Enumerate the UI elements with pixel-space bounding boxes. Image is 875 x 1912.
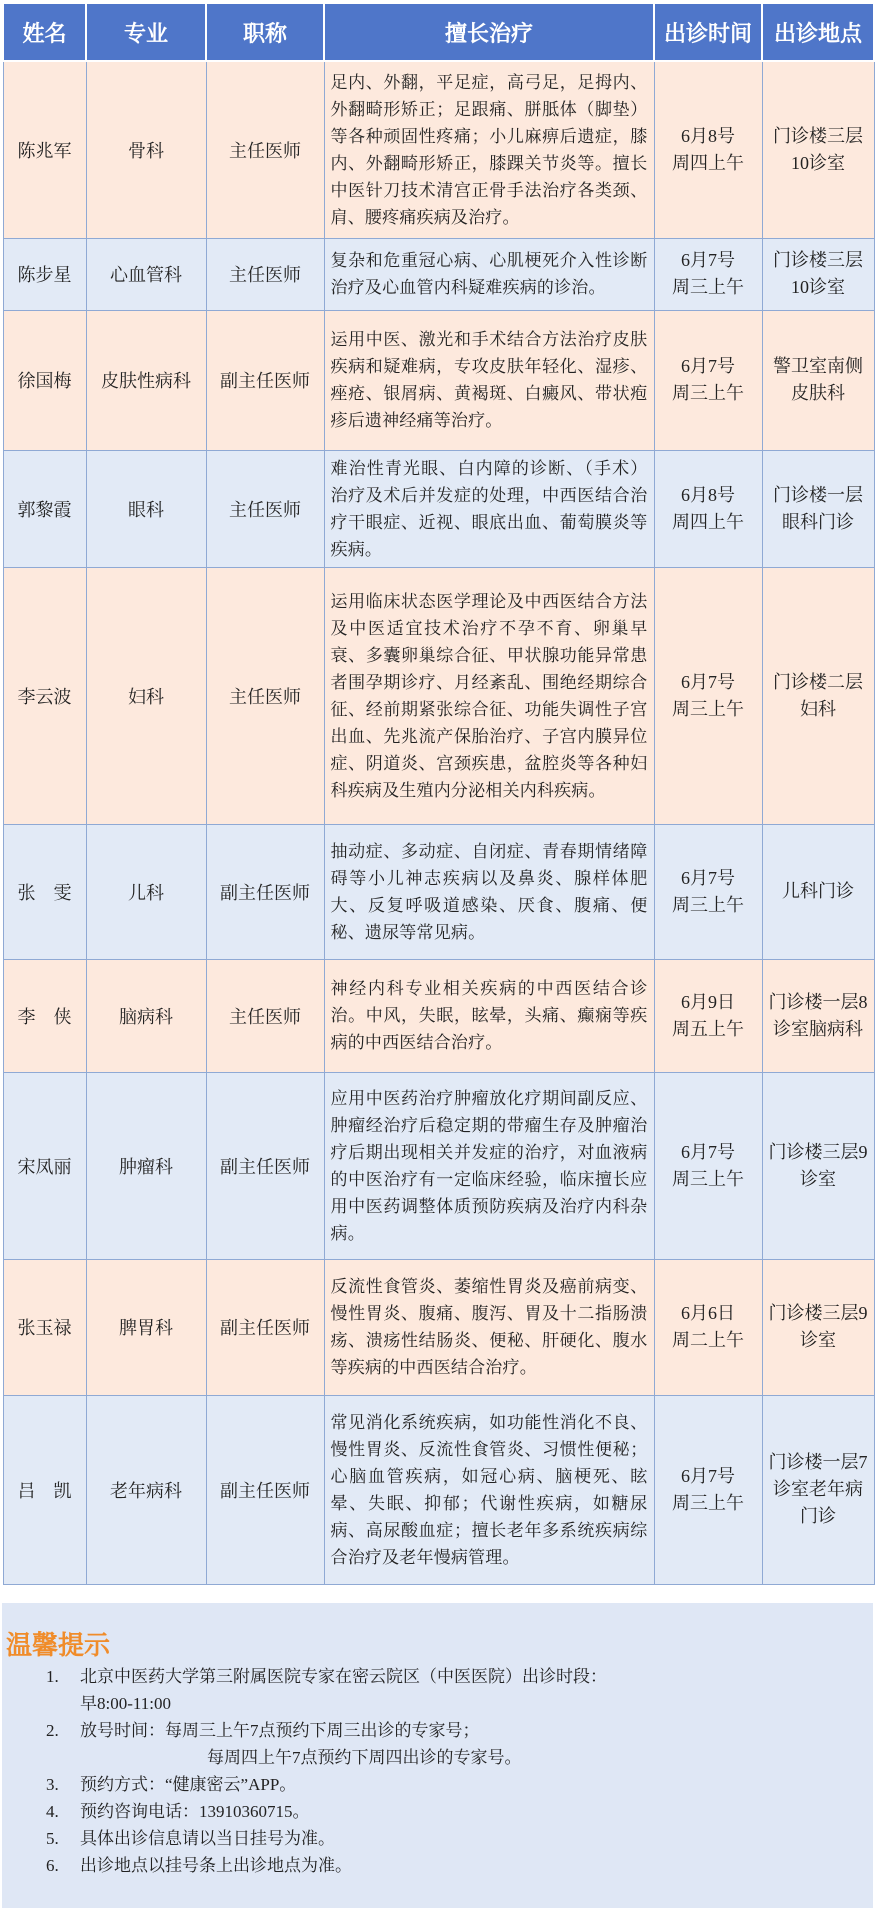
tip-text: 北京中医药大学第三附属医院专家在密云院区（中医医院）出诊时段： <box>80 1667 607 1686</box>
clinic-place: 门诊楼一层8诊室脑病科 <box>762 959 874 1072</box>
doctor-dept: 骨科 <box>86 61 206 238</box>
doctor-name: 李云波 <box>3 567 86 824</box>
clinic-date: 6月7号 <box>681 1141 735 1162</box>
table-row <box>3 450 874 567</box>
doctor-specialty: 复杂和危重冠心病、心肌梗死介入性诊断治疗及心血管内科疑难疾病的诊治。 <box>324 238 654 310</box>
doctor-dept: 老年病科 <box>86 1395 206 1584</box>
doctor-title: 主任医师 <box>206 238 324 310</box>
doctor-name: 郭黎霞 <box>3 450 86 567</box>
clinic-date: 6月8号 <box>681 125 735 146</box>
doctor-specialty: 运用临床状态医学理论及中西医结合方法及中医适宜技术治疗不孕不育、卵巢早衰、多囊卵巢综合征、甲状腺功能异常患者围孕期诊疗、月经紊乱、围绝经期综合征、经前期紧张综合征、功能失调性子宫出血、先兆流产保胎治疗、子宫内膜异位症、阴道炎、宫颈疾患，盆腔炎等各种妇科疾病及生殖内分泌相关内科疾病。 <box>324 567 654 824</box>
clinic-place: 门诊楼三层9诊室 <box>762 1072 874 1259</box>
tip-number: 1. <box>46 1667 59 1686</box>
doctor-dept: 眼科 <box>86 450 206 567</box>
table-row <box>3 1395 874 1584</box>
doctor-name: 陈步星 <box>3 238 86 310</box>
clinic-weekday: 周五上午 <box>672 1018 744 1039</box>
doctor-name: 宋凤丽 <box>3 1072 86 1259</box>
doctor-title: 主任医师 <box>206 61 324 238</box>
tip-item <box>2 1771 862 1798</box>
doctor-title: 副主任医师 <box>206 824 324 959</box>
table-row <box>3 1072 874 1259</box>
table-row <box>3 959 874 1072</box>
tip-text: 预约方式：“健康密云”APP。 <box>80 1775 297 1794</box>
doctor-title: 主任医师 <box>206 567 324 824</box>
doctor-name: 徐国梅 <box>3 310 86 450</box>
tips-panel <box>2 1603 873 1908</box>
clinic-place: 门诊楼三层10诊室 <box>762 61 874 238</box>
clinic-place: 门诊楼三层10诊室 <box>762 238 874 310</box>
doctor-specialty: 反流性食管炎、萎缩性胃炎及癌前病变、慢性胃炎、腹痛、腹泻、胃及十二指肠溃疡、溃疡性结肠炎、便秘、肝硬化、腹水等疾病的中西医结合治疗。 <box>324 1259 654 1395</box>
table-row <box>3 238 874 310</box>
header-specialty: 擅长治疗 <box>324 3 654 61</box>
clinic-weekday: 周三上午 <box>672 277 744 297</box>
doctor-dept: 心血管科 <box>86 238 206 310</box>
tip-number: 4. <box>46 1802 59 1821</box>
clinic-date: 6月7号 <box>681 356 735 376</box>
clinic-weekday: 周四上午 <box>672 511 744 532</box>
doctor-specialty: 运用中医、激光和手术结合方法治疗皮肤疾病和疑难病，专攻皮肤年轻化、湿疹、痤疮、银屑病、黄褐斑、白癜风、带状疱疹后遗神经痛等治疗。 <box>324 310 654 450</box>
table-row <box>3 61 874 238</box>
doctor-dept: 脑病科 <box>86 959 206 1072</box>
doctor-title: 主任医师 <box>206 450 324 567</box>
clinic-place: 门诊楼一层眼科门诊 <box>762 450 874 567</box>
clinic-place: 儿科门诊 <box>762 824 874 959</box>
header-title: 职称 <box>206 3 324 61</box>
tip-text: 出诊地点以挂号条上出诊地点为准。 <box>80 1856 352 1875</box>
doctor-specialty: 足内、外翻，平足症，高弓足，足拇内、外翻畸形矫正；足跟痛、胼胝体（脚垫）等各种顽固性疼痛；小儿麻痹后遗症，膝内、外翻畸形矫正，膝踝关节炎等。擅长中医针刀技术清宫正骨手法治疗各类颈、肩、腰疼痛疾病及治疗。 <box>324 61 654 238</box>
tip-number: 2. <box>46 1721 59 1740</box>
doctor-name: 张 雯 <box>3 824 86 959</box>
table-row <box>3 567 874 824</box>
doctor-name: 李 侠 <box>3 959 86 1072</box>
doctor-dept: 皮肤性病科 <box>86 310 206 450</box>
clinic-time <box>654 824 762 959</box>
clinic-weekday: 周三上午 <box>672 894 744 915</box>
doctor-dept: 脾胃科 <box>86 1259 206 1395</box>
clinic-weekday: 周三上午 <box>672 1492 744 1513</box>
clinic-time <box>654 61 762 238</box>
clinic-place: 门诊楼一层7诊室老年病门诊 <box>762 1395 874 1584</box>
doctor-dept: 肿瘤科 <box>86 1072 206 1259</box>
doctor-title: 副主任医师 <box>206 1395 324 1584</box>
clinic-weekday: 周三上午 <box>672 1168 744 1189</box>
clinic-date: 6月6日 <box>681 1303 735 1323</box>
clinic-date: 6月9日 <box>681 991 735 1012</box>
clinic-weekday: 周三上午 <box>672 383 744 403</box>
clinic-time <box>654 1072 762 1259</box>
table-row <box>3 824 874 959</box>
doctor-dept: 妇科 <box>86 567 206 824</box>
clinic-date: 6月7号 <box>681 1465 735 1486</box>
doctor-title: 副主任医师 <box>206 1259 324 1395</box>
tip-item <box>2 1798 862 1825</box>
header-dept: 专业 <box>86 3 206 61</box>
clinic-time <box>654 567 762 824</box>
clinic-place: 门诊楼二层妇科 <box>762 567 874 824</box>
doctor-specialty: 难治性青光眼、白内障的诊断、（手术）治疗及术后并发症的处理，中西医结合治疗干眼症、近视、眼底出血、葡萄膜炎等疾病。 <box>324 450 654 567</box>
doctor-dept: 儿科 <box>86 824 206 959</box>
table-row <box>3 310 874 450</box>
header-place: 出诊地点 <box>762 3 874 61</box>
clinic-time <box>654 450 762 567</box>
doctor-specialty: 常见消化系统疾病，如功能性消化不良、慢性胃炎、反流性食管炎、习惯性便秘；心脑血管疾病，如冠心病、脑梗死、眩晕、失眠、抑郁；代谢性疾病，如糖尿病、高尿酸血症；擅长老年多系统疾病综合治疗及老年慢病管理。 <box>324 1395 654 1584</box>
tip-item <box>2 1852 862 1879</box>
tip-text: 放号时间：每周三上午7点预约下周三出诊的专家号； <box>80 1721 480 1740</box>
clinic-weekday: 周三上午 <box>672 698 744 719</box>
clinic-weekday: 周四上午 <box>672 152 744 173</box>
clinic-weekday: 周二上午 <box>672 1330 744 1350</box>
tip-text: 具体出诊信息请以当日挂号为准。 <box>80 1829 335 1848</box>
clinic-place: 警卫室南侧皮肤科 <box>762 310 874 450</box>
clinic-date: 6月8号 <box>681 484 735 505</box>
header-time: 出诊时间 <box>654 3 762 61</box>
tip-number: 3. <box>46 1775 59 1794</box>
clinic-date: 6月7号 <box>681 671 735 692</box>
tip-item <box>2 1825 862 1852</box>
clinic-time <box>654 310 762 450</box>
clinic-date: 6月7号 <box>681 867 735 888</box>
table-row <box>3 1259 874 1395</box>
doctor-specialty: 神经内科专业相关疾病的中西医结合诊治。中风，失眠，眩晕，头痛、癫痫等疾病的中西医结合治疗。 <box>324 959 654 1072</box>
tip-text: 早8:00-11:00 <box>80 1694 171 1713</box>
clinic-time <box>654 1395 762 1584</box>
tip-text: 预约咨询电话：13910360715。 <box>80 1802 310 1821</box>
tips-list <box>2 1663 862 1879</box>
tip-item <box>2 1717 862 1771</box>
doctor-title: 副主任医师 <box>206 310 324 450</box>
expert-schedule-table <box>2 2 875 1585</box>
doctor-specialty: 应用中医药治疗肿瘤放化疗期间副反应、肿瘤经治疗后稳定期的带瘤生存及肿瘤治疗后期出现相关并发症的治疗，对血液病的中医治疗有一定临床经验，临床擅长应用中医药调整体质预防疾病及治疗内科杂病。 <box>324 1072 654 1259</box>
clinic-time <box>654 238 762 310</box>
tip-number: 5. <box>46 1829 59 1848</box>
doctor-name: 陈兆军 <box>3 61 86 238</box>
clinic-time <box>654 959 762 1072</box>
tip-item <box>2 1663 862 1717</box>
tip-number: 6. <box>46 1856 59 1875</box>
table-header-row <box>3 3 874 61</box>
doctor-name: 张玉禄 <box>3 1259 86 1395</box>
tips-title: 温馨提示 <box>6 1630 111 1660</box>
clinic-time <box>654 1259 762 1395</box>
doctor-title: 主任医师 <box>206 959 324 1072</box>
tip-text: 每周四上午7点预约下周四出诊的专家号。 <box>207 1748 522 1767</box>
header-name: 姓名 <box>3 3 86 61</box>
doctor-specialty: 抽动症、多动症、自闭症、青春期情绪障碍等小儿神志疾病以及鼻炎、腺样体肥大、反复呼吸道感染、厌食、腹痛、便秘、遗尿等常见病。 <box>324 824 654 959</box>
clinic-date: 6月7号 <box>681 250 735 270</box>
doctor-title: 副主任医师 <box>206 1072 324 1259</box>
clinic-place: 门诊楼三层9诊室 <box>762 1259 874 1395</box>
doctor-name: 吕 凯 <box>3 1395 86 1584</box>
